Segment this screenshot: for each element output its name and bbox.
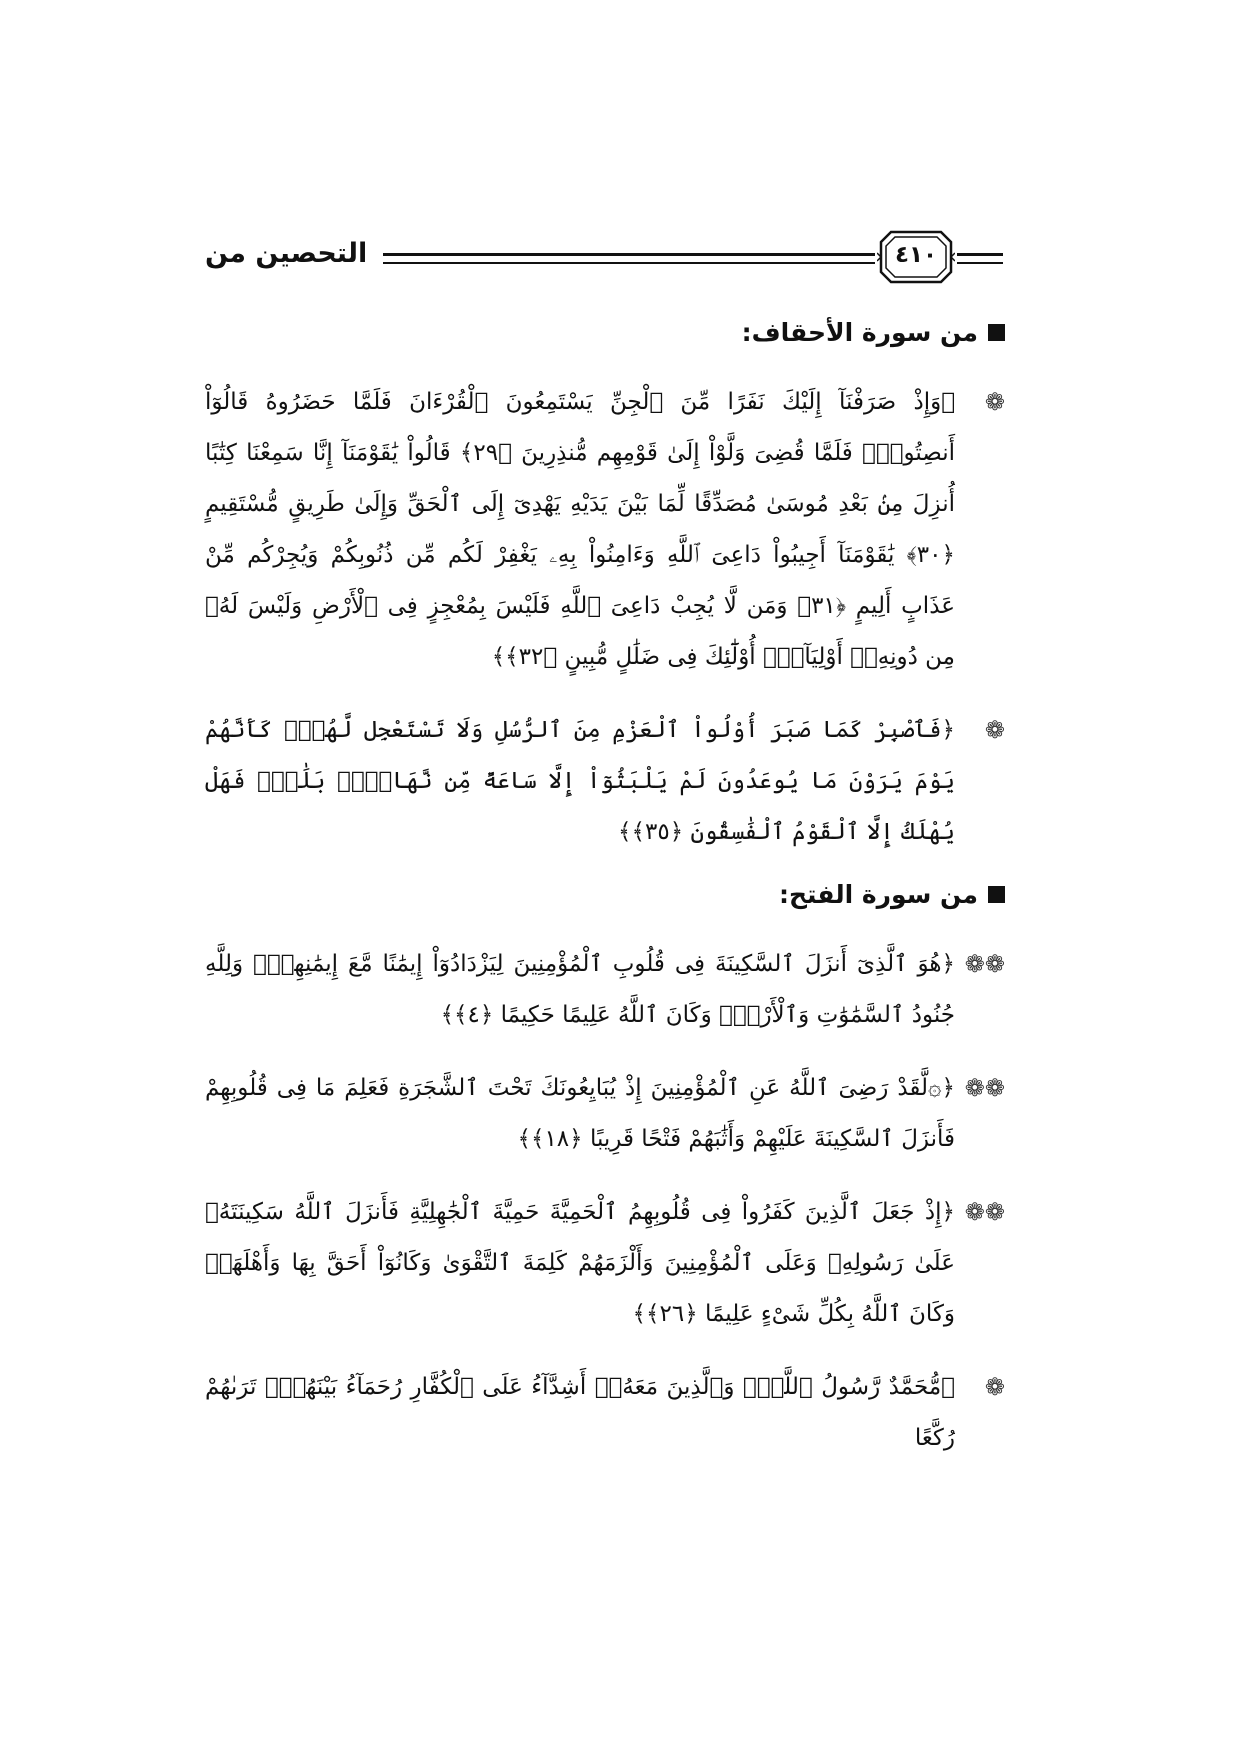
- header-rule-left: [383, 253, 875, 264]
- verse-paragraph: [205, 377, 1005, 683]
- running-title: التحصين من: [205, 238, 368, 269]
- flower-bullet-icon: ❁: [984, 716, 1005, 744]
- verse-text: ﴿وَإِذْ صَرَفْنَآ إِلَيْكَ نَفَرًا مِّنَ ٱلْجِنِّ يَسْتَمِعُونَ ٱلْقُرْءَانَ فَلَمَّا حَضَرُوهُ قَالُوٓاْ أَنصِتُواْۖ فَلَمَّا قُضِىَ وَلَّوْاْ إِلَىٰ قَوْمِهِم مُّنذِرِينَ ﴿٢٩﴾ قَالُواْ يَٰقَوْمَنَآ إِنَّا سَمِعْنَا كِتَٰبًا أُنزِلَ مِنۢ بَعْدِ مُوسَىٰ مُصَدِّقًا لِّمَا بَيْنَ يَدَيْهِ يَهْدِىٓ إِلَى ٱلْحَقِّ وَإِلَىٰ طَرِيقٍ مُّسْتَقِيمٍ ﴿٣٠﴾ يَٰقَوْمَنَآ أَجِيبُواْ دَاعِىَ ٱللَّهِ وَءَامِنُواْ بِهِۦ يَغْفِرْ لَكُم مِّن ذُنُوبِكُمْ وَيُجِرْكُم مِّنْ عَذَابٍ أَلِيمٍ ﴿٣١﴾ وَمَن لَّا يُجِبْ دَاعِىَ ٱللَّهِ فَلَيْسَ بِمُعْجِزٍ فِى ٱلْأَرْضِ وَلَيْسَ لَهُۥ مِن دُونِهِۦٓ أَوْلِيَآءُۚ أُوْلَٰٓئِكَ فِى ضَلَٰلٍ مُّبِينٍ ﴿٣٢﴾﴾: [205, 389, 956, 670]
- section-heading-text: من سورة الأحقاف:: [741, 318, 978, 347]
- verse-paragraph: [205, 939, 1005, 1041]
- page-header: [205, 222, 1005, 292]
- header-rule-right: [957, 253, 1003, 264]
- verse-text: ﴿مُّحَمَّدٌ رَّسُولُ ٱللَّهِۚ وَٱلَّذِينَ مَعَهُۥٓ أَشِدَّآءُ عَلَى ٱلْكُفَّارِ رُحَمَآءُ بَيْنَهُمْۖ تَرَىٰهُمْ رُكَّعًا: [205, 1374, 955, 1451]
- flower-bullet-icon: ❁❁: [964, 1074, 1005, 1102]
- verse-paragraph: [205, 1063, 1005, 1165]
- square-bullet-icon: [988, 886, 1005, 903]
- verse-paragraph: [205, 1362, 1005, 1464]
- page-body: [205, 318, 1005, 1486]
- page-number: ٤١٠: [894, 242, 938, 268]
- flower-bullet-icon: ❁: [984, 1373, 1005, 1401]
- verse-text: ﴿إِذْ جَعَلَ ٱلَّذِينَ كَفَرُواْ فِى قُلُوبِهِمُ ٱلْحَمِيَّةَ حَمِيَّةَ ٱلْجَٰهِلِيَّةِ فَأَنزَلَ ٱللَّهُ سَكِينَتَهُۥ عَلَىٰ رَسُولِهِۦ وَعَلَى ٱلْمُؤْمِنِينَ وَأَلْزَمَهُمْ كَلِمَةَ ٱلتَّقْوَىٰ وَكَانُوٓاْ أَحَقَّ بِهَا وَأَهْلَهَاۚ وَكَانَ ٱللَّهُ بِكُلِّ شَىْءٍ عَلِيمًا ﴿٢٦﴾﴾: [205, 1199, 955, 1327]
- verse-text: ﴿هُوَ ٱلَّذِىٓ أَنزَلَ ٱلسَّكِينَةَ فِى قُلُوبِ ٱلْمُؤْمِنِينَ لِيَزْدَادُوٓاْ إِيمَٰنًا مَّعَ إِيمَٰنِهِمْۗ وَلِلَّهِ جُنُودُ ٱلسَّمَٰوَٰتِ وَٱلْأَرْضِۚ وَكَانَ ٱللَّهُ عَلِيمًا حَكِيمًا ﴿٤﴾﴾: [205, 951, 955, 1028]
- verse-text: ﴿فَٱصْبِرْ كَمَا صَبَرَ أُوْلُواْ ٱلْعَزْمِ مِنَ ٱلرُّسُلِ وَلَا تَسْتَعْجِل لَّهُمْۚ كَأَنَّهُمْ يَوْمَ يَرَوْنَ مَا يُوعَدُونَ لَمْ يَلْبَثُوٓاْ إِلَّا سَاعَةً مِّن نَّهَارٍۭۚ بَلَٰغٌۚ فَهَلْ يُهْلَكُ إِلَّا ٱلْقَوْمُ ٱلْفَٰسِقُونَ ﴿٣٥﴾﴾: [205, 717, 955, 845]
- section-heading-fath: [205, 880, 1005, 909]
- verse-paragraph: [205, 705, 1005, 858]
- section-heading-ahqaf: [205, 318, 1005, 347]
- verse-text: ﴿۞لَّقَدْ رَضِىَ ٱللَّهُ عَنِ ٱلْمُؤْمِنِينَ إِذْ يُبَايِعُونَكَ تَحْتَ ٱلشَّجَرَةِ فَعَلِمَ مَا فِى قُلُوبِهِمْ فَأَنزَلَ ٱلسَّكِينَةَ عَلَيْهِمْ وَأَثَٰبَهُمْ فَتْحًا قَرِيبًا ﴿١٨﴾﴾: [205, 1075, 955, 1152]
- section-heading-text: من سورة الفتح:: [779, 880, 978, 909]
- flower-bullet-icon: ❁: [984, 388, 1005, 416]
- page-number-frame: [877, 228, 955, 286]
- verse-paragraph: [205, 1187, 1005, 1340]
- flower-bullet-icon: ❁❁: [964, 950, 1005, 978]
- square-bullet-icon: [988, 324, 1005, 341]
- flower-bullet-icon: ❁❁: [964, 1198, 1005, 1226]
